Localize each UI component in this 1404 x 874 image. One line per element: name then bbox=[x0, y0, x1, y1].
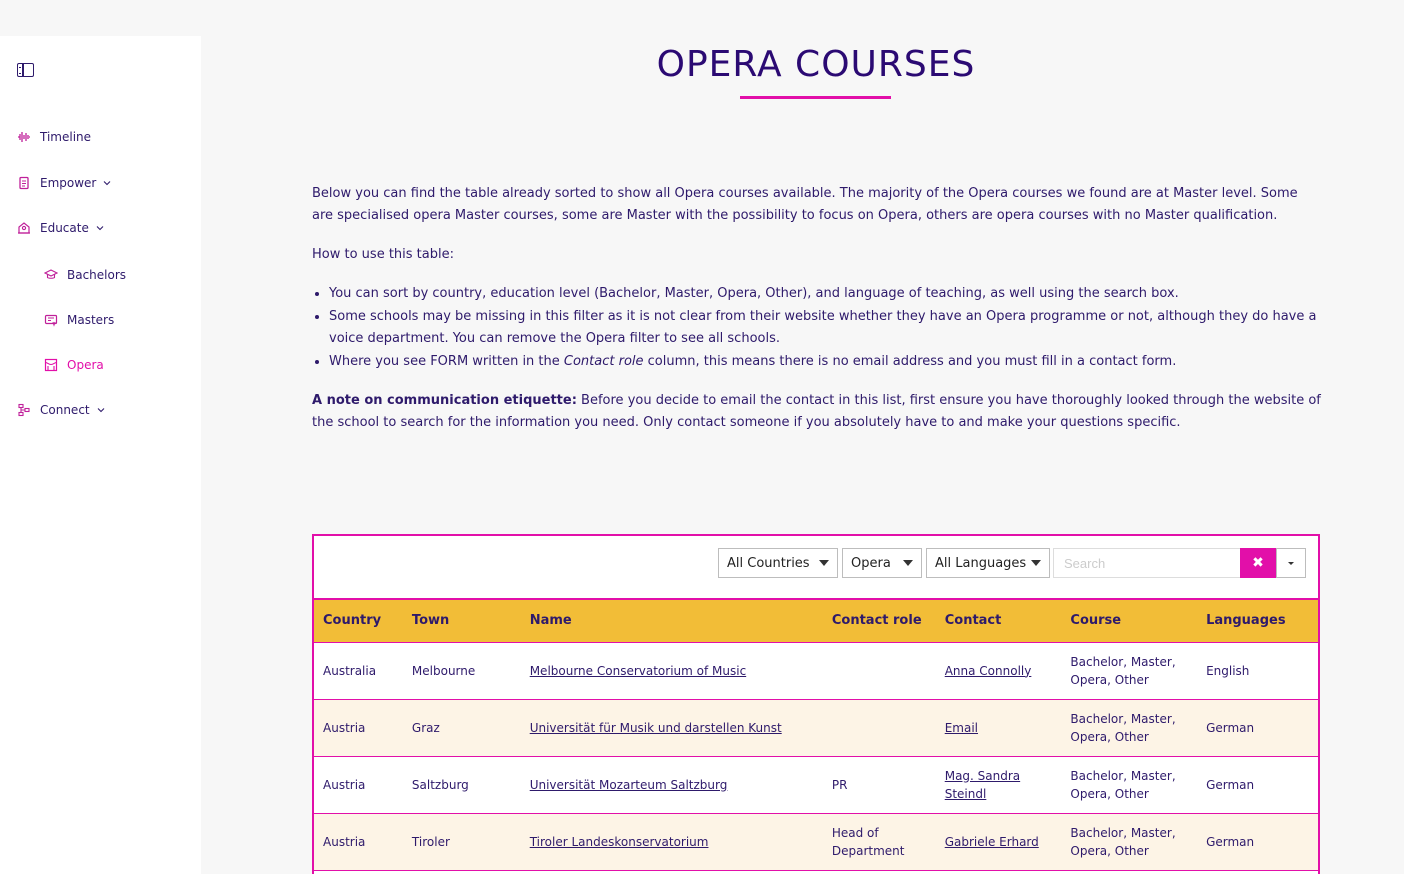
column-header-languages[interactable]: Languages bbox=[1197, 600, 1318, 642]
contact-link[interactable]: Mag. Sandra Steindl bbox=[944, 768, 1021, 801]
sidebar-item-opera[interactable] bbox=[44, 358, 104, 372]
sidebar-item-label: Masters bbox=[67, 313, 115, 327]
etiquette-note bbox=[312, 390, 1322, 434]
opera-icon bbox=[44, 358, 58, 372]
cell-town: Saltzburg bbox=[403, 756, 521, 813]
column-header-country[interactable]: Country bbox=[314, 600, 403, 642]
cell-name bbox=[521, 642, 823, 699]
sidebar-item-label: Bachelors bbox=[67, 268, 127, 282]
certificate-icon bbox=[44, 313, 58, 327]
cell-contact-role bbox=[823, 699, 936, 756]
title-underline bbox=[740, 96, 891, 99]
contact-link[interactable]: Gabriele Erhard bbox=[944, 834, 1039, 849]
column-header-town[interactable]: Town bbox=[403, 600, 521, 642]
cell-languages: English bbox=[1197, 642, 1318, 699]
network-icon bbox=[17, 403, 31, 417]
cell-languages: German bbox=[1197, 813, 1318, 870]
caret-down-icon bbox=[1031, 560, 1041, 566]
cell-town: Graz bbox=[403, 699, 521, 756]
cell-country: Australia bbox=[314, 642, 403, 699]
cell-course: Bachelor, Master, Opera, Other bbox=[1061, 642, 1197, 699]
cell-country: Austria bbox=[314, 813, 403, 870]
caret-down-icon bbox=[903, 560, 913, 566]
cell-name bbox=[521, 813, 823, 870]
cell-contact bbox=[936, 813, 1062, 870]
cell-town: Tiroler bbox=[403, 813, 521, 870]
sidebar-item-empower[interactable] bbox=[17, 176, 111, 190]
sidebar-item-timeline[interactable] bbox=[17, 130, 91, 144]
howto-list bbox=[329, 283, 1322, 373]
timeline-icon bbox=[17, 130, 31, 144]
chevron-down-icon bbox=[97, 406, 105, 414]
cell-name bbox=[521, 756, 823, 813]
contact-link[interactable]: Email bbox=[944, 720, 979, 735]
table-toolbar bbox=[314, 536, 1318, 600]
sidebar-item-label: Educate bbox=[40, 221, 89, 235]
chevron-down-icon bbox=[103, 179, 111, 187]
search-options-button[interactable] bbox=[1276, 548, 1306, 578]
note-text: Before you decide to email the contact in this list, first ensure you have thoroughly looked through the website of the school to search for the information you need. Only contact someone if you absolutely have to and make your questions specific. bbox=[312, 393, 1321, 430]
search-input[interactable] bbox=[1053, 548, 1241, 578]
cell-country: Austria bbox=[314, 756, 403, 813]
sidebar-item-educate[interactable] bbox=[17, 221, 104, 235]
table-row bbox=[314, 813, 1318, 870]
chevron-down-icon bbox=[96, 224, 104, 232]
page-title: OPERA COURSES bbox=[656, 44, 976, 85]
note-label: A note on communication etiquette: bbox=[312, 393, 577, 408]
intro-content bbox=[312, 183, 1322, 451]
table-row bbox=[314, 756, 1318, 813]
column-header-contact[interactable]: Contact bbox=[936, 600, 1062, 642]
list-item: • Some schools may be missing in this filter as it is not clear from their website whether they have an Opera programme or not, although they do have a voice department. You can remove the Opera filter to see all schools. bbox=[329, 306, 1322, 350]
cell-contact-role: Head of Department bbox=[823, 813, 936, 870]
school-link[interactable]: Tiroler Landeskonservatorium bbox=[529, 834, 709, 849]
caret-down-icon bbox=[819, 560, 829, 566]
cell-town: Melbourne bbox=[403, 642, 521, 699]
graduation-cap-icon bbox=[44, 268, 58, 282]
sidebar-item-label: Connect bbox=[40, 403, 90, 417]
cell-contact bbox=[936, 642, 1062, 699]
column-header-name[interactable]: Name bbox=[521, 600, 823, 642]
caret-down-icon bbox=[1288, 562, 1294, 565]
sidebar-item-connect[interactable] bbox=[17, 403, 105, 417]
country-filter-select[interactable]: All Countries bbox=[718, 548, 838, 578]
cell-contact bbox=[936, 756, 1062, 813]
sidebar-item-bachelors[interactable] bbox=[44, 268, 126, 282]
school-link[interactable]: Universität für Musik und darstellen Kunst bbox=[529, 720, 782, 735]
school-link[interactable]: Universität Mozarteum Saltzburg bbox=[529, 777, 728, 792]
cell-contact bbox=[936, 699, 1062, 756]
close-icon: ✖ bbox=[1252, 555, 1264, 571]
column-header-contact-role[interactable]: Contact role bbox=[823, 600, 936, 642]
table-header-row bbox=[314, 600, 1318, 642]
courses-table bbox=[314, 600, 1318, 871]
school-icon bbox=[17, 221, 31, 235]
cell-name bbox=[521, 699, 823, 756]
column-header-course[interactable]: Course bbox=[1061, 600, 1197, 642]
courses-table-container bbox=[312, 534, 1320, 874]
intro-paragraph: Below you can find the table already sorted to show all Opera courses available. The majority of the Opera courses we found are at Master level. Some are specialised opera Master courses, some are Master with the possibility to focus on Opera, others are opera courses with no Master qualification. bbox=[312, 186, 1298, 223]
clear-search-button[interactable] bbox=[1240, 548, 1276, 578]
howto-heading: How to use this table: bbox=[312, 247, 454, 262]
cell-country: Austria bbox=[314, 699, 403, 756]
sidebar-item-label: Opera bbox=[67, 358, 104, 372]
table-row bbox=[314, 699, 1318, 756]
cell-course: Bachelor, Master, Opera, Other bbox=[1061, 813, 1197, 870]
school-link[interactable]: Melbourne Conservatorium of Music bbox=[529, 663, 747, 678]
contact-link[interactable]: Anna Connolly bbox=[944, 663, 1032, 678]
cell-contact-role: PR bbox=[823, 756, 936, 813]
sidebar-item-masters[interactable] bbox=[44, 313, 114, 327]
sidebar-item-label: Empower bbox=[40, 176, 97, 190]
cell-languages: German bbox=[1197, 756, 1318, 813]
cell-course: Bachelor, Master, Opera, Other bbox=[1061, 699, 1197, 756]
document-icon bbox=[17, 176, 31, 190]
cell-course: Bachelor, Master, Opera, Other bbox=[1061, 756, 1197, 813]
list-item: • You can sort by country, education level (Bachelor, Master, Opera, Other), and language of teaching, as well using the search box. bbox=[329, 283, 1322, 305]
cell-contact-role bbox=[823, 642, 936, 699]
table-row bbox=[314, 642, 1318, 699]
language-filter-select[interactable]: All Languages bbox=[926, 548, 1050, 578]
sidebar-item-label: Timeline bbox=[40, 130, 92, 144]
list-item: • Where you see FORM written in the Contact role column, this means there is no email address and you must fill in a contact form. bbox=[329, 351, 1322, 373]
sidebar bbox=[0, 36, 201, 874]
course-filter-select[interactable]: Opera bbox=[842, 548, 922, 578]
sidebar-toggle-icon[interactable] bbox=[17, 63, 34, 77]
cell-languages: German bbox=[1197, 699, 1318, 756]
